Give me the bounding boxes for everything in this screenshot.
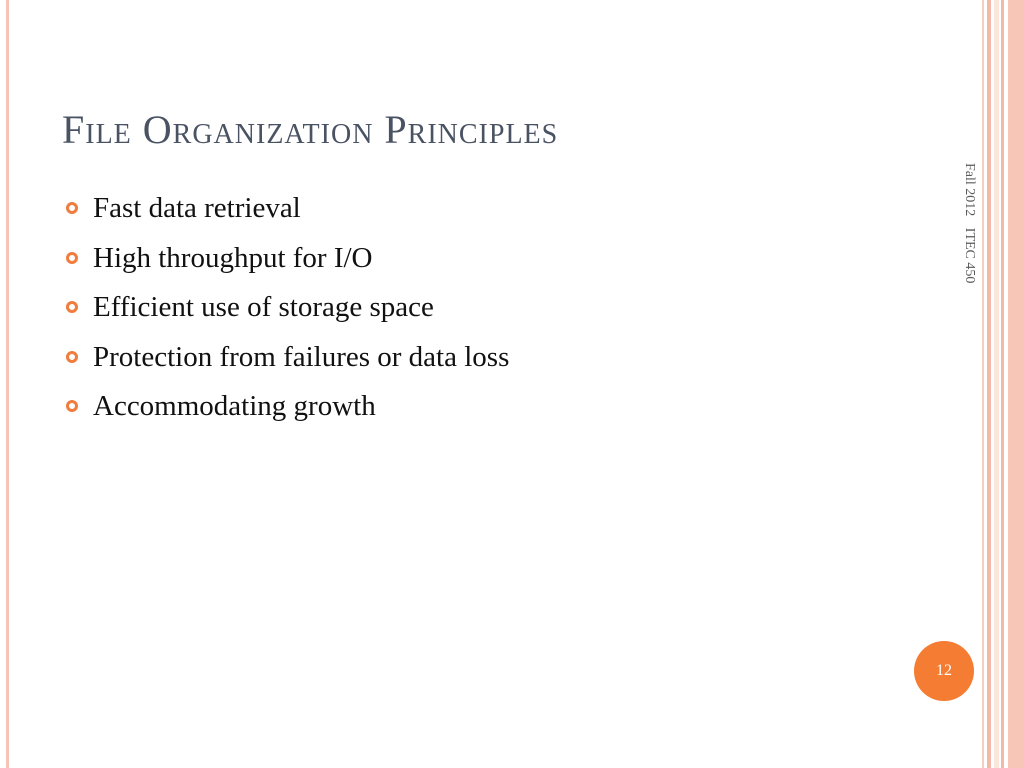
bullet-text: High throughput for I/O [93, 241, 373, 274]
right-stripe [1001, 0, 1004, 768]
page-number: 12 [936, 662, 952, 679]
bullet-text: Accommodating growth [93, 390, 376, 422]
bullet-text: Fast data retrieval [93, 192, 301, 224]
bullet-list [66, 188, 509, 436]
bullet-item [66, 386, 509, 436]
bullet-text: Efficient use of storage space [93, 291, 434, 323]
bullet-text: Protection from failures or data loss [93, 340, 510, 373]
ring-bullet-icon [66, 351, 78, 363]
ring-bullet-icon [66, 400, 78, 412]
bullet-item [66, 337, 509, 387]
footer-term: Fall 2012 [962, 163, 977, 217]
right-stripe [994, 0, 999, 768]
bullet-item [66, 188, 509, 238]
page-number-badge [914, 641, 974, 701]
left-border [6, 0, 9, 768]
right-stripe [982, 0, 984, 768]
bullet-item [66, 287, 509, 337]
side-footer [961, 163, 977, 291]
footer-course: ITEC 450 [962, 227, 977, 284]
ring-bullet-icon [66, 202, 78, 214]
right-stripe [987, 0, 991, 768]
ring-bullet-icon [66, 301, 78, 313]
ring-bullet-icon [66, 252, 78, 264]
right-stripe [1008, 0, 1024, 768]
bullet-item [66, 238, 509, 288]
slide-title: File Organization Principles [62, 107, 559, 152]
